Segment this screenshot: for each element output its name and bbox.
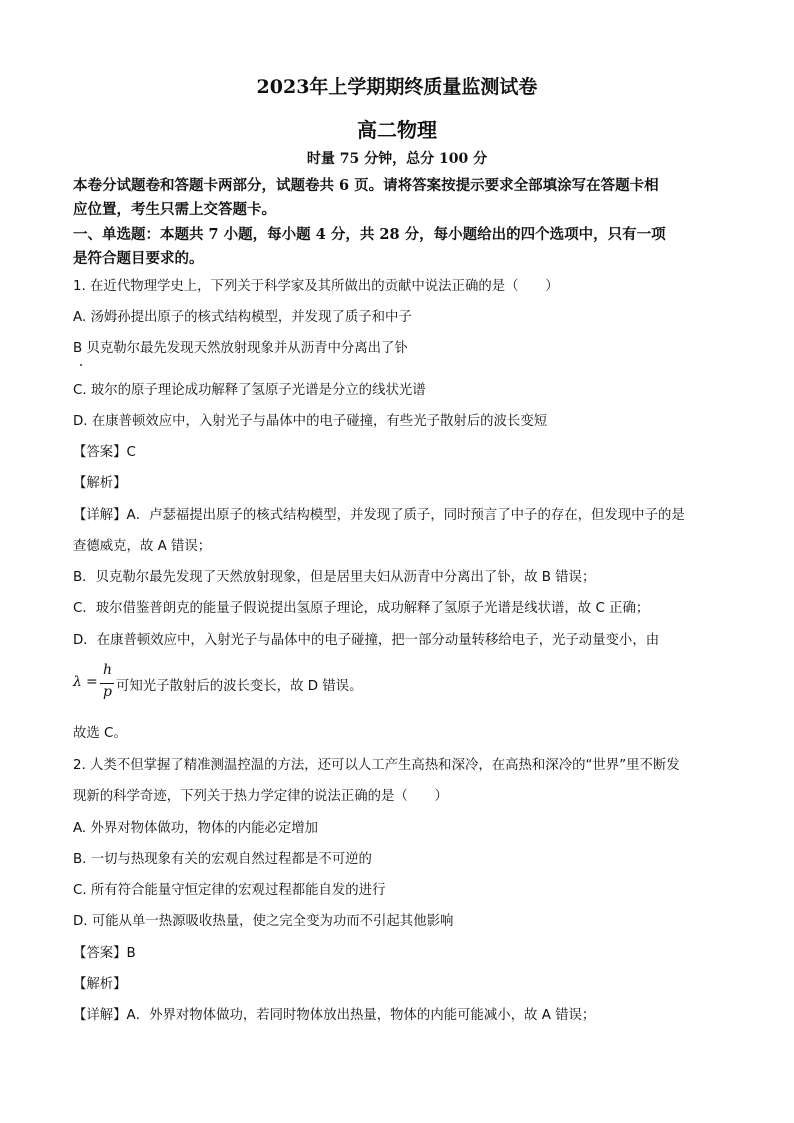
q1-detail-d-line-2: 可知光子散射后的波长变长，故 D 错误。 <box>116 679 363 694</box>
formula-equals: = <box>86 674 98 690</box>
q2-detail-a: 【详解】A．外界对物体做功，若同时物体放出热量，物体的内能可能减小，故 A 错误； <box>73 1008 596 1023</box>
exam-title: 2023年上学期期终质量监测试卷 <box>256 76 538 98</box>
q1-detail-b: B．贝克勒尔最先发现了天然放射现象，但是居里夫妇从沥青中分离出了钋，故 B 错误； <box>73 570 596 585</box>
section-heading-line-2: 是符合题目要求的。 <box>73 250 204 267</box>
q2-option-b: B. 一切与热现象有关的宏观自然过程都是不可逆的 <box>73 852 372 867</box>
section-heading-line-1: 一、单选题：本题共 7 小题，每小题 4 分，共 28 分，每小题给出的四个选项中，只有一项 <box>73 226 666 243</box>
q2-answer: 【答案】B <box>73 946 136 961</box>
stray-dot <box>80 364 82 366</box>
instructions-line-2: 应位置，考生只需上交答题卡。 <box>73 201 276 218</box>
subject-title: 高二物理 <box>357 118 437 142</box>
instructions-line-1: 本卷分试题卷和答题卡两部分，试题卷共 6 页。请将答案按提示要求全部填涂写在答题卡相 <box>73 177 659 194</box>
q1-detail-c: C．玻尔借鉴普朗克的能量子假说提出氢原子理论，成功解释了氢原子光谱是线状谱，故 C 正确； <box>73 601 650 616</box>
q2-stem-line-2: 现新的科学奇迹，下列关于热力学定律的说法正确的是（ ） <box>73 789 448 804</box>
q1-detail-a-line-1: 【详解】A．卢瑟福提出原子的核式结构模型，并发现了质子，同时预言了中子的存在，但发现中子的是 <box>73 508 685 523</box>
formula-lambda: λ <box>73 674 82 690</box>
q2-option-d: D. 可能从单一热源吸收热量，使之完全变为功而不引起其他影响 <box>73 914 454 929</box>
q2-stem-line-1: 2. 人类不但掌握了精准测温控温的方法，还可以人工产生高热和深冷，在高热和深冷的“世界”里不断发 <box>73 758 680 773</box>
q1-stem: 1. 在近代物理学史上，下列关于科学家及其所做出的贡献中说法正确的是（ ） <box>73 279 559 294</box>
q2-option-a: A. 外界对物体做功，物体的内能必定增加 <box>73 821 319 836</box>
q1-analysis-label: 【解析】 <box>73 476 127 491</box>
q1-conclusion: 故选 C。 <box>73 726 127 741</box>
q1-option-d: D. 在康普顿效应中，入射光子与晶体中的电子碰撞，有些光子散射后的波长变短 <box>73 414 548 429</box>
q1-detail-a-line-2: 查德威克，故 A 错误； <box>73 539 212 554</box>
formula-numerator: h <box>103 662 113 678</box>
q1-answer: 【答案】C <box>73 445 136 460</box>
q1-option-c: C. 玻尔的原子理论成功解释了氢原子光谱是分立的线状光谱 <box>73 383 426 398</box>
q1-option-b: B 贝克勒尔最先发现天然放射现象并从沥青中分离出了钋 <box>73 341 408 356</box>
q1-option-a: A. 汤姆孙提出原子的核式结构模型，并发现了质子和中子 <box>73 310 412 325</box>
q2-option-c: C. 所有符合能量守恒定律的宏观过程都能自发的进行 <box>73 883 386 898</box>
q2-analysis-label: 【解析】 <box>73 977 127 992</box>
q1-detail-d-line-1: D．在康普顿效应中，入射光子与晶体中的电子碰撞，把一部分动量转移给电子，光子动量变小，由 <box>73 633 660 648</box>
formula-denominator: p <box>103 684 112 700</box>
time-info: 时量 75 分钟，总分 100 分 <box>306 151 488 167</box>
